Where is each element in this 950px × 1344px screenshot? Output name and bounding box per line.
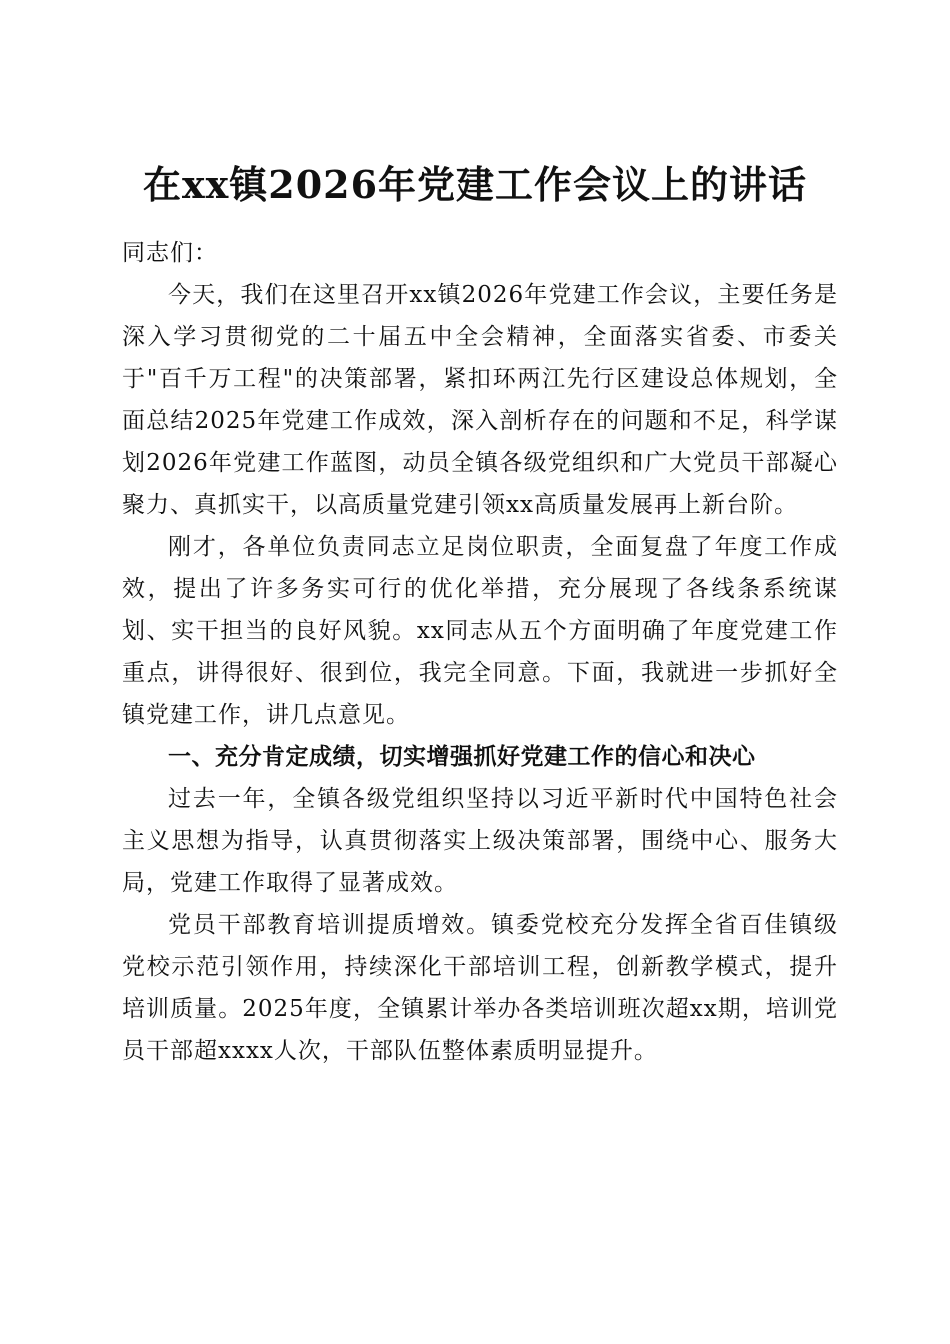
paragraph-review: 刚才，各单位负责同志立足岗位职责，全面复盘了年度工作成效，提出了许多务实可行的优化举措，充分展现了各线条系统谋划、实干担当的良好风貌。xx同志从五个方面明确了年度党建工作重点，讲得很好、很到位，我完全同意。下面，我就进一步抓好全镇党建工作，讲几点意见。 [122, 534, 838, 728]
section1-paragraph-training: 党员干部教育培训提质增效。镇委党校充分发挥全省百佳镇级党校示范引领作用，持续深化干部培训工程，创新教学模式，提升培训质量。2025年度，全镇累计举办各类培训班次超xx期，培训党员干部超xxxx人次，干部队伍整体素质明显提升。 [122, 912, 838, 1064]
section-heading-1: 一、充分肯定成绩，切实增强抓好党建工作的信心和决心 [168, 744, 756, 770]
document-title: 在xx镇2026年党建工作会议上的讲话 [142, 162, 808, 208]
paragraph-opening: 今天，我们在这里召开xx镇2026年党建工作会议，主要任务是深入学习贯彻党的二十届五中全会精神，全面落实省委、市委关于"百千万工程"的决策部署，紧扣环两江先行区建设总体规划，全面总结2025年党建工作成效，深入剖析存在的问题和不足，科学谋划2026年党建工作蓝图，动员全镇各级党组织和广大党员干部凝心聚力、真抓实干，以高质量党建引领xx高质量发展再上新台阶。 [122, 282, 838, 518]
section1-paragraph-summary: 过去一年，全镇各级党组织坚持以习近平新时代中国特色社会主义思想为指导，认真贯彻落实上级决策部署，围绕中心、服务大局，党建工作取得了显著成效。 [122, 786, 838, 896]
document-body [122, 232, 838, 1072]
salutation: 同志们： [122, 240, 218, 266]
